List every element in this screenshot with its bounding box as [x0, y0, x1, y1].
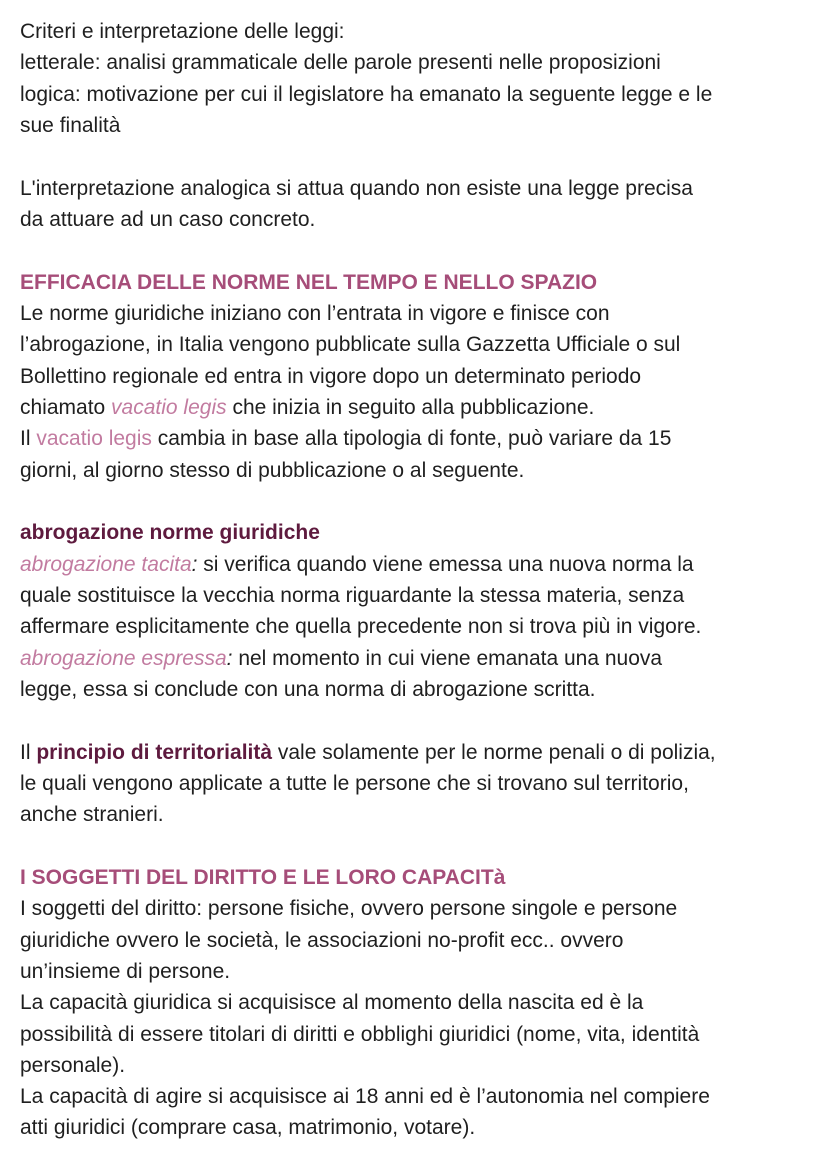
text-fragment: che inizia in seguito alla pubblicazione. — [226, 395, 595, 419]
paragraph-line — [20, 643, 820, 674]
paragraph-line: giorni, al giorno stesso di pubblicazione o al seguente. — [20, 458, 525, 482]
section-heading: abrogazione norme giuridiche — [20, 521, 320, 545]
paragraph-line: personale). — [20, 1053, 126, 1077]
paragraph-line: L'interpretazione analogica si attua quando non esiste una legge precisa — [20, 176, 693, 200]
paragraph-line — [20, 549, 820, 580]
vacatio-legis-term: vacatio legis — [111, 395, 227, 419]
paragraph-line: sue finalità — [20, 113, 121, 137]
spacer — [20, 705, 820, 737]
text-fragment: si verifica quando viene emessa una nuova norma la — [197, 552, 694, 576]
paragraph-line: le quali vengono applicate a tutte le persone che si trovano sul territorio, — [20, 771, 689, 795]
paragraph-line: legge, essa si conclude con una norma di abrogazione scritta. — [20, 677, 596, 701]
paragraph-line: Bollettino regionale ed entra in vigore dopo un determinato periodo — [20, 364, 642, 388]
paragraph-line: I soggetti del diritto: persone fisiche, ovvero persone singole e persone — [20, 897, 678, 921]
paragraph-line: l’abrogazione, in Italia vengono pubblicate sulla Gazzetta Ufficiale o sul — [20, 333, 681, 357]
text-fragment: Il — [20, 740, 37, 764]
text-fragment: chiamato — [20, 395, 112, 419]
text-fragment: nel momento in cui viene emanata una nuova — [232, 646, 663, 670]
paragraph-line: giuridiche ovvero le società, le associazioni no-profit ecc.. ovvero — [20, 928, 624, 952]
text-fragment: vale solamente per le norme penali o di polizia, — [272, 740, 716, 764]
paragraph-line: quale sostituisce la vecchia norma riguardante la stessa materia, senza — [20, 583, 685, 607]
paragraph-line: Criteri e interpretazione delle leggi: — [20, 20, 345, 43]
tacit-abrogation-term: abrogazione tacita — [20, 552, 192, 576]
text-fragment: : — [191, 552, 198, 576]
paragraph-line — [20, 737, 820, 768]
paragraph-line — [20, 392, 820, 423]
paragraph-line: affermare esplicitamente che quella precedente non si trova più in vigore. — [20, 615, 702, 639]
paragraph-line: logica: motivazione per cui il legislatore ha emanato la seguente legge e le — [20, 82, 713, 106]
text-fragment: cambia in base alla tipologia di fonte, può variare da 15 — [151, 427, 672, 451]
analogical-paragraph — [20, 173, 820, 236]
paragraph-line: La capacità di agire si acquisisce ai 18 anni ed è l’autonomia nel compiere — [20, 1085, 710, 1109]
paragraph-line — [20, 423, 820, 454]
section-heading: I SOGGETTI DEL DIRITTO E LE LORO CAPACITà — [20, 866, 506, 890]
subjects-section — [20, 862, 820, 1144]
spacer — [20, 235, 820, 267]
efficacy-section — [20, 267, 820, 486]
paragraph-line: un’insieme di persone. — [20, 959, 231, 983]
text-fragment: : — [226, 646, 233, 670]
document-page — [20, 16, 820, 1144]
paragraph-line: Le norme giuridiche iniziano con l’entrata in vigore e finisce con — [20, 302, 610, 326]
section-heading: EFFICACIA DELLE NORME NEL TEMPO E NELLO SPAZIO — [20, 270, 598, 294]
vacatio-legis-term: vacatio legis — [36, 427, 152, 451]
paragraph-line: possibilità di essere titolari di diritti e obblighi giuridici (nome, vita, identità — [20, 1022, 700, 1046]
territoriality-paragraph — [20, 737, 820, 831]
criteria-paragraph — [20, 16, 820, 141]
territoriality-term: principio di territorialità — [36, 740, 273, 764]
paragraph-line: atti giuridici (comprare casa, matrimonio, votare). — [20, 1116, 476, 1140]
express-abrogation-term: abrogazione espressa — [20, 646, 227, 670]
spacer — [20, 486, 820, 518]
paragraph-line: anche stranieri. — [20, 803, 164, 827]
spacer — [20, 831, 820, 863]
text-fragment: Il — [20, 427, 37, 451]
spacer — [20, 141, 820, 173]
paragraph-line: letterale: analisi grammaticale delle parole presenti nelle proposizioni — [20, 51, 661, 75]
paragraph-line: da attuare ad un caso concreto. — [20, 207, 316, 231]
paragraph-line: La capacità giuridica si acquisisce al momento della nascita ed è la — [20, 991, 644, 1015]
abrogation-section — [20, 517, 820, 705]
